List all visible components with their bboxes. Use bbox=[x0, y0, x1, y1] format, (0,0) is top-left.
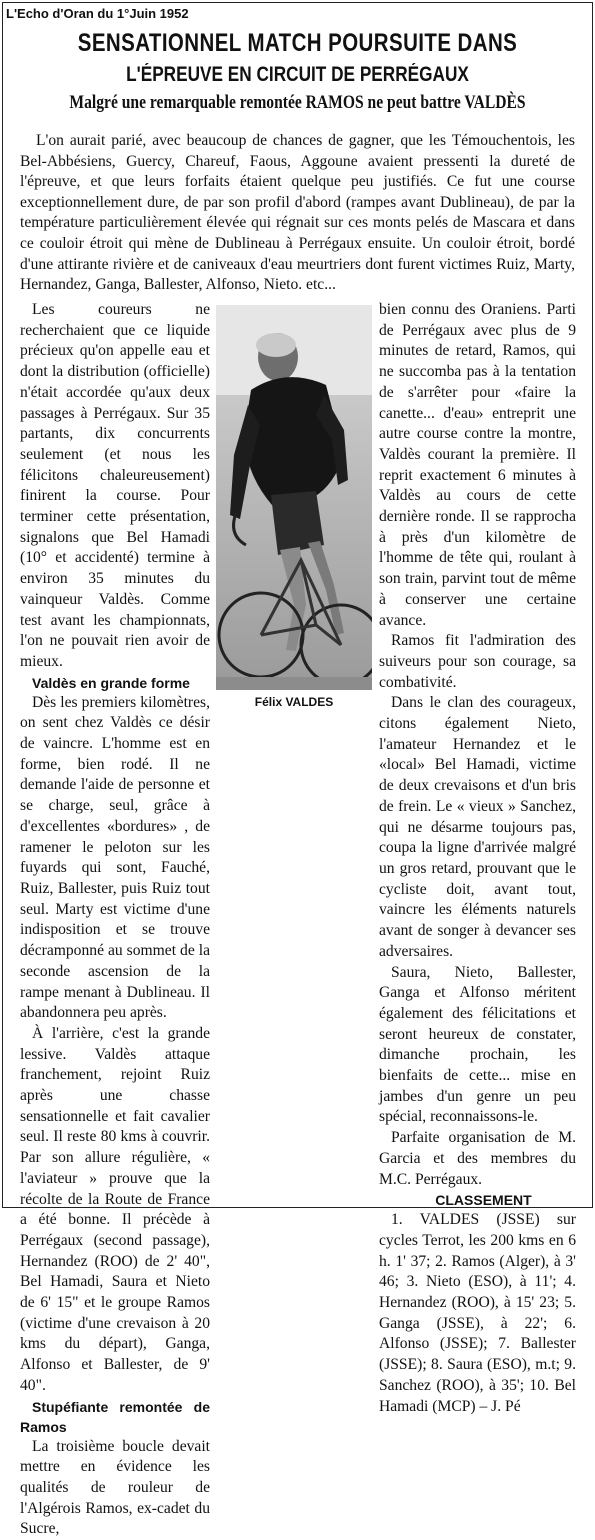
subheading: Valdès en grande forme bbox=[32, 674, 190, 691]
classement-list: 1. VALDES (JSSE) sur cycles Terrot, les 200 kms en 6 h. 1' 37; 2. Ramos (Alger), à 3' 46; 3. Nieto (ESO), à 11'; 4. Hernandez (ROO), à 15' 23; 5. Ganga (JSSE), à 22'; 6. Alfonso (JSSE); 7. Ballester (JSSE); 8. Saura (ESO), m.t; 9. Sanchez (ROO), à 35'; 10. Bel Hamadi (MCP) – J. Pé bbox=[379, 1211, 576, 1415]
headline: SENSATIONNEL MATCH POURSUITE DANS bbox=[77, 29, 518, 57]
paragraph: Les coureurs ne recherchaient que ce liquide précieux qu'on appelle eau et dont la distribution (officielle) n'était accordée qu'aux deux passages à Perrégaux. Sur 35 partants, dix concurrents seulement (et nous les félicitons chaleureusement) finirent la course. Pour terminer cette présentation, signalons que Bel Hamadi (10° et accidenté) termine à environ 35 minutes du vainqueur Valdès. Comme test avant les championnats, l'on ne pouvait rien avoir de mieux. bbox=[20, 301, 210, 670]
paragraph: Dès les premiers kilomètres, on sent chez Valdès ce désir de vaincre. L'homme est en forme, bien rodé. Il ne demande l'aide de personne et se charge, seul, grâce à d'excellentes «bordures» , de ramener le peloton sur les fuyards qui sont, Fauché, Ruiz, Ballester, puis Ruiz tout seul. Marty est victime d'une indisposition et se trouve décramponné au sommet de la seconde ascension de la rampe menant à Dublineau. Il abandonnera peu après. bbox=[20, 693, 210, 1022]
cyclist-photo bbox=[216, 305, 372, 690]
paragraph: Ramos fit l'admiration des suiveurs pour son courage, sa combativité. bbox=[379, 632, 576, 691]
classement-heading: CLASSEMENT bbox=[435, 1192, 532, 1209]
paragraph: Saura, Nieto, Ballester, Ganga et Alfonso méritent également des félicitations et seront heureux de constater, dimanche prochain, les bienfaits de cette... mise en jambes d'un genre un peu spécial, reconnaissons-le. bbox=[379, 963, 576, 1126]
paragraph: Dans le clan des courageux, citons également Nieto, l'amateur Hernandez et le «local» Bel Hamadi, victime de deux crevaisons et d'un bris de frein. Le « vieux » Sanchez, qui ne désarme toujours pas, coupa la ligne d'arrivée malgré un gros retard, prouvant que le cycliste doit, avant tout, vaincre les éléments naturels avant de songer à devancer ses adversaires. bbox=[379, 694, 576, 960]
deck: Malgré une remarquable remontée RAMOS ne peut battre VALDÈS bbox=[69, 92, 526, 113]
paragraph: La troisième boucle devait mettre en évidence les qualités de rouleur de l'Algérois Ramos, ex-cadet du Sucre, bbox=[20, 1437, 210, 1538]
paragraph: bien connu des Oraniens. Parti de Perrégaux avec plus de 9 minutes de retard, Ramos, qui ne succomba pas à la tentation de s'arrêter pour «faire la canette... d'eau» entreprit une autre course contre la montre, Valdès courant la première. Il reprit exactement 6 minutes à Valdès au cours de cette dernière ronde. Il se rapprocha à près d'un kilomètre de l'homme de tête qui, roulant à son train, parvint tout de même à conserver une certaine avance. bbox=[379, 301, 576, 629]
subheadline: L'ÉPREUVE EN CIRCUIT DE PERRÉGAUX bbox=[126, 63, 469, 86]
paragraph: À l'arrière, c'est la grande lessive. Valdès attaque franchement, rejoint Ruiz après une chasse sensationnelle et fait cavalier seul. Il reste 80 kms à couvrir. Par son allure régulière, « l'aviateur » prouve que la récolte de la Route de France a été bonne. Il précède à Perrégaux (second passage), Hernandez (ROO) de 2' 40", Bel Hamadi, Saura et Nieto de 6' 15" et le groupe Ramos (victime d'une crevaison à 20 kms du départ), Ganga, Alfonso et Ballester, de 9' 40". bbox=[20, 1024, 210, 1394]
column-left bbox=[20, 300, 210, 1540]
newspaper-source: L'Echo d'Oran du 1°Juin 1952 bbox=[6, 6, 189, 21]
column-right bbox=[379, 300, 576, 1417]
intro-paragraph: L'on aurait parié, avec beaucoup de chances de gagner, que les Témouchentois, les Bel-Abbésiens, Guercy, Chareuf, Faous, Aggoune avaient pressenti la dureté de l'épreuve, et que leurs forfaits étaient quelque peu justifiés. Ce fut une course exceptionnellement dure, de par son profil d'abord (rampes avant Dublineau), de par la température particulièrement élevée qui régnait sur ces monts pelés de Mascara et dans ce couloir étroit qui mène de Dublineau à Perrégaux ensuite. Un couloir étroit, bordé d'une attirante rivière et de caniveaux d'eau meurtriers dont furent victimes Ruiz, Marty, Hernandez, Ganga, Ballester, Alfonso, Nieto. etc... bbox=[20, 132, 575, 294]
paragraph: Parfaite organisation de M. Garcia et des membres du M.C. Perrégaux. bbox=[379, 1129, 576, 1188]
subheading: Stupéfiante remontée de Ramos bbox=[20, 1398, 210, 1435]
photo-caption: Félix VALDES bbox=[254, 695, 334, 709]
